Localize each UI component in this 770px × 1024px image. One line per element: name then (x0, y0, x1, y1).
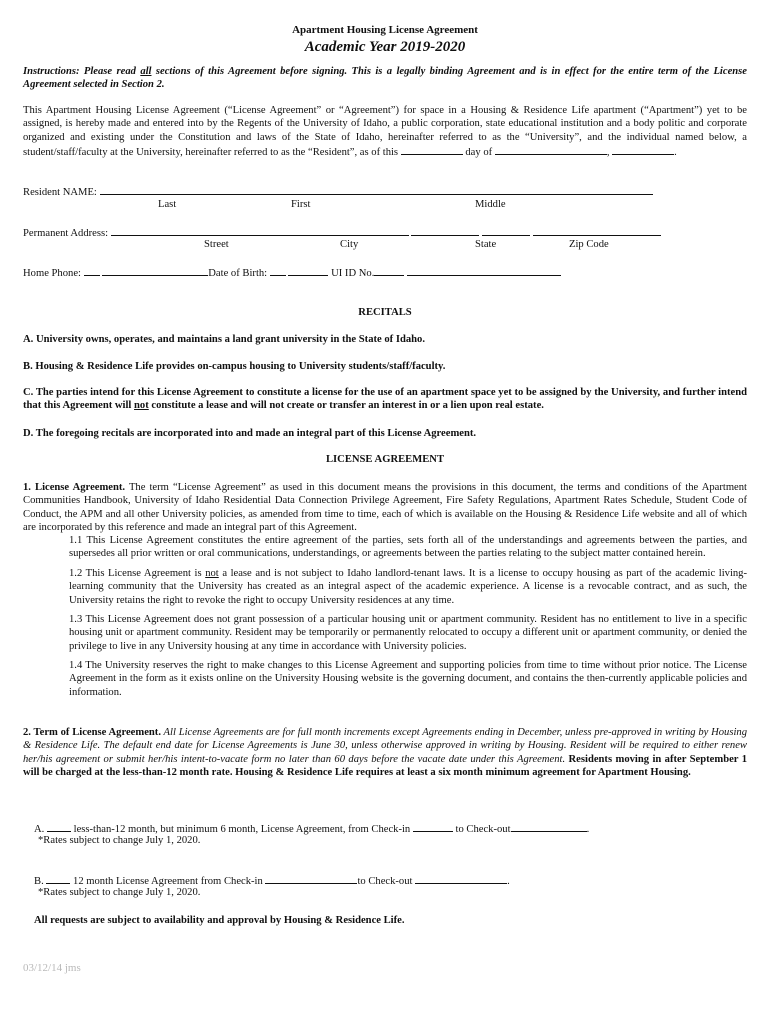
recital-a: A. University owns, operates, and maintains a land grant university in the State of Idaho. (23, 334, 426, 345)
clause-1-3: 1.3 This License Agreement does not grant possession of a particular housing unit or apartment community. Resident has no entitlement to live in a specific housing unit or apartment community. Resident may be temporarily or permanently relocated to occupy a different unit or apartment community, or denied the privilege to live in any University housing at any time in accordance with University policies. (69, 614, 747, 652)
intro-paragraph: This Apartment Housing License Agreement (“License Agreement” or “Agreement”) for space in a Housing & Residence Life apartment (“Apartment”) yet to be assigned, is hereby made and entered into by the Regents of the University of Idaho, a public corporation, state educational institution and a body politic and corporate organized and existing under the Constitution and laws of the State of Idaho, hereinafter referred to as the “University”, and the individual named below, a student/staff/faculty at the University, hereinafter referred to as the “Resident”, as of this day of , . (23, 105, 747, 158)
name-middle-label: Middle (475, 199, 506, 210)
closing-note: All requests are subject to availability and approval by Housing & Residence Life. (34, 915, 405, 926)
address-state-field[interactable] (482, 225, 530, 236)
recital-c (23, 386, 747, 413)
name-first-label: First (291, 199, 311, 210)
clause-1-1: 1.1 This License Agreement constitutes the entire agreement of the parties, sets forth all of the understandings and agreements between the parties, and supersedes all prior written or oral communications, understandings, or agreements between the parties relating to the subject matter contained herein. (69, 535, 747, 560)
date-year-field[interactable] (612, 144, 674, 155)
address-street-label: Street (204, 239, 229, 250)
date-month-field[interactable] (495, 144, 607, 155)
section-1 (23, 481, 747, 534)
section-1-title: 1. License Agreement. (23, 482, 126, 493)
date-day-field[interactable] (401, 144, 463, 155)
instructions (23, 65, 747, 92)
option-a-checkin-field[interactable] (413, 821, 453, 832)
option-b-letter: B. (34, 876, 44, 887)
option-b-checkin-field[interactable] (265, 873, 357, 884)
option-a: A. less-than-12 month, but minimum 6 month, License Agreement, from Check-in to Check-out . (34, 821, 589, 836)
instructions-emphasis: all (140, 66, 152, 77)
address-state-label: State (475, 239, 497, 250)
dob-part1-field[interactable] (270, 265, 286, 276)
recital-c-prefix: C. The parties intend for this License Agreement to constitute a license for the use of an apartment space yet to be assigned by the University, and further intend that this Agreement will (23, 387, 747, 412)
recitals-heading: RECITALS (358, 307, 412, 318)
ui-id-part1-field[interactable] (374, 265, 404, 276)
option-b-text: 12 month License Agreement from Check-in (73, 876, 263, 887)
option-a-text: less-than-12 month, but minimum 6 month, License Agreement, from Check-in (73, 824, 411, 835)
option-b-to: to Check-out (357, 876, 413, 887)
home-phone-field[interactable] (102, 265, 208, 276)
intro-day-of: day of (465, 146, 493, 158)
resident-name-label: Resident NAME: (23, 187, 97, 198)
document-subtitle: Academic Year 2019-2020 (304, 39, 466, 55)
clause-1-2-prefix: 1.2 This License Agreement is (69, 568, 206, 579)
address-city-label: City (340, 239, 359, 250)
option-b-checkout-field[interactable] (415, 873, 507, 884)
home-phone-label: Home Phone: (23, 268, 81, 279)
dob-part2-field[interactable] (288, 265, 328, 276)
section-2-title: 2. Term of License Agreement. (23, 727, 161, 738)
clause-1-2-suffix: a lease and is not subject to Idaho landlord-tenant laws. It is a license to occupy housing as part of the academic living-learning community that the University has created as an integral aspect of the academic experience. A license is a revocable contract, and as such, the University retains the right to revoke the right to occupy University residences at any time. (69, 568, 748, 606)
section-2-italic-text: All License Agreements are for full month increments except Agreements ending in December, unless pre-approved in writing by Housing & Residence Life. The default end date for License Agreements is June 30, unless otherwise approved in writing by Housing. Resident will be required to either renew her/his agreement or submit her/his intent-to-vacate form no later than 60 days before the vacate date under this Agreement. (23, 727, 747, 765)
instructions-suffix: sections of this Agreement before signing. This is a legally binding Agreement and is in effect for the entire term of the License Agreement selected in Section 2. (23, 66, 747, 91)
option-a-checkbox-field[interactable] (47, 821, 71, 832)
section-2-bold-text: Residents moving in after September 1 will be charged at the less-than-12 month rate. Housing & Residence Life requires at least a six month minimum agreement for Apartment Housing. (23, 753, 747, 778)
license-heading: LICENSE AGREEMENT (325, 454, 445, 465)
option-b: B. 12 month License Agreement from Check-in to Check-out . (34, 873, 510, 888)
clause-1-4: 1.4 The University reserves the right to make changes to this License Agreement and supporting policies from time to time without prior notice. The License Agreement in the form as it exists online on the University Housing website is the governing document, and contains the then-currently applicable policies and information. (69, 660, 747, 698)
document-title: Apartment Housing License Agreement (292, 24, 478, 36)
address-zip-field[interactable] (533, 225, 661, 236)
option-b-note: *Rates subject to change July 1, 2020. (38, 887, 201, 898)
dob-label: Date of Birth: (208, 268, 268, 279)
address-label: Permanent Address: (23, 228, 109, 239)
recital-c-emphasis: not (134, 400, 149, 412)
contact-row (23, 265, 561, 280)
clause-1-2-emphasis: not (205, 568, 219, 579)
option-b-checkbox-field[interactable] (46, 873, 70, 884)
address-street-field[interactable] (111, 225, 409, 236)
ui-id-part2-field[interactable] (407, 265, 561, 276)
clause-1-2 (69, 567, 747, 607)
option-a-note: *Rates subject to change July 1, 2020. (38, 835, 201, 846)
recital-b: B. Housing & Residence Life provides on-campus housing to University students/staff/faculty. (23, 361, 446, 372)
instructions-prefix: Instructions: Please read (23, 66, 141, 77)
resident-name-row (23, 184, 653, 199)
footer-code: 03/12/14 jms (23, 962, 81, 974)
address-zip-label: Zip Code (569, 239, 609, 250)
address-city-field[interactable] (411, 225, 479, 236)
option-a-checkout-field[interactable] (511, 821, 587, 832)
resident-name-field[interactable] (100, 184, 653, 195)
ui-id-label: UI ID No. (331, 268, 375, 279)
section-1-text: The term “License Agreement” as used in this document means the provisions in this document, the terms and conditions of the Apartment Communities Handbook, University of Idaho Residential Data Connection Privilege Agreement, Fire Safety Regulations, Apartment Rates Schedule, Student Code of Conduct, the APM and all other University policies, as amended from time to time, each of which is available on the Housing & Residence Life website and all of which are incorporated by this reference and made an integral part of this Agreement. (23, 482, 748, 533)
option-a-to: to Check-out (455, 824, 511, 835)
section-2 (23, 726, 747, 779)
option-a-letter: A. (34, 824, 45, 835)
recital-d: D. The foregoing recitals are incorporated into and made an integral part of this License Agreement. (23, 428, 477, 439)
home-phone-area-field[interactable] (84, 265, 100, 276)
recital-c-suffix: constitute a lease and will not create or transfer an interest in or a lien upon real estate. (148, 400, 544, 412)
name-last-label: Last (158, 199, 177, 210)
intro-text: This Apartment Housing License Agreement (“License Agreement” or “Agreement”) for space in a Housing & Residence Life apartment (“Apartment”) yet to be assigned, is hereby made and entered into by the Regents of the University of Idaho, a public corporation, state educational institution and a body politic and corporate organized and existing under the Constitution and laws of the State of Idaho, hereinafter referred to as the “University”, and the individual named below, a student/staff/faculty at the University, hereinafter referred to as the “Resident”, as of this (23, 105, 747, 158)
